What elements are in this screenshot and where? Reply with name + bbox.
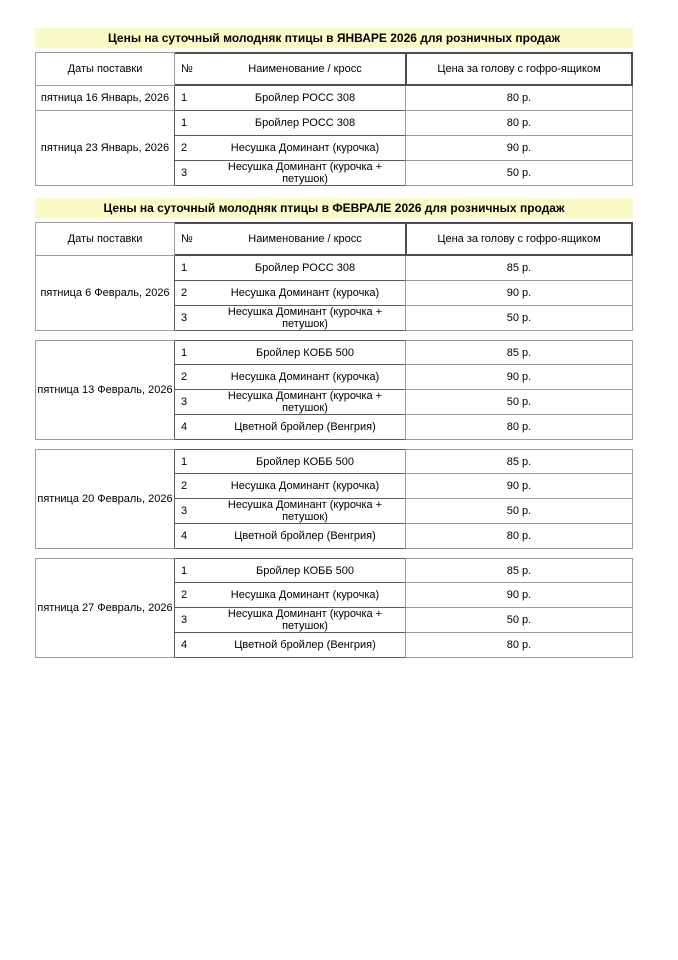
item-price: 50 р. bbox=[406, 306, 633, 331]
item-price: 90 р. bbox=[406, 365, 633, 390]
table-row bbox=[175, 86, 633, 111]
table-block bbox=[35, 222, 633, 331]
table-row bbox=[175, 136, 633, 161]
delivery-date-cell: пятница 16 Январь, 2026 bbox=[35, 86, 175, 111]
price-section bbox=[35, 198, 633, 658]
group-rows bbox=[175, 449, 633, 549]
item-name: Цветной бройлер (Венгрия) bbox=[234, 530, 376, 542]
item-number: 3 bbox=[181, 396, 188, 408]
item-number: 1 bbox=[181, 564, 188, 577]
item-cell bbox=[175, 633, 406, 658]
item-number: 2 bbox=[181, 480, 188, 492]
item-name: Несушка Доминант (курочка) bbox=[230, 371, 380, 383]
table-row bbox=[175, 474, 633, 499]
item-name: Несушка Доминант (курочка + петушок) bbox=[227, 499, 383, 523]
price-list-document bbox=[35, 28, 633, 670]
item-cell bbox=[175, 499, 406, 524]
item-price: 90 р. bbox=[406, 583, 633, 608]
table-header-row bbox=[35, 52, 633, 86]
table-row bbox=[175, 111, 633, 136]
table-block bbox=[35, 52, 633, 186]
item-number: 2 bbox=[181, 142, 188, 154]
column-header-number-and-name bbox=[175, 52, 407, 86]
item-price: 50 р. bbox=[406, 161, 633, 186]
delivery-date-group bbox=[35, 340, 633, 440]
table-row bbox=[175, 306, 633, 331]
table-row bbox=[175, 340, 633, 365]
column-header-number: № bbox=[181, 63, 193, 75]
item-cell bbox=[175, 86, 406, 111]
table-row bbox=[175, 499, 633, 524]
item-number: 4 bbox=[181, 639, 188, 651]
item-price: 80 р. bbox=[406, 415, 633, 440]
item-name: Бройлер КОББ 500 bbox=[256, 564, 354, 577]
item-cell bbox=[175, 524, 406, 549]
item-price: 50 р. bbox=[406, 499, 633, 524]
item-number: 2 bbox=[181, 371, 188, 383]
item-number: 3 bbox=[181, 312, 188, 324]
item-price: 80 р. bbox=[406, 86, 633, 111]
item-number: 4 bbox=[181, 421, 188, 433]
item-price: 85 р. bbox=[406, 340, 633, 365]
item-price: 90 р. bbox=[406, 281, 633, 306]
item-cell bbox=[175, 449, 406, 474]
item-name: Несушка Доминант (курочка + петушок) bbox=[227, 306, 383, 330]
delivery-date-cell: пятница 27 Февраль, 2026 bbox=[35, 558, 175, 658]
delivery-date-cell: пятница 6 Февраль, 2026 bbox=[35, 256, 175, 331]
column-header-name: Наименование / кросс bbox=[248, 233, 362, 245]
item-cell bbox=[175, 558, 406, 583]
table-header-row bbox=[35, 222, 633, 256]
delivery-date-cell: пятница 13 Февраль, 2026 bbox=[35, 340, 175, 440]
item-price: 80 р. bbox=[406, 111, 633, 136]
item-name: Цветной бройлер (Венгрия) bbox=[234, 421, 376, 433]
table-row bbox=[175, 608, 633, 633]
table-row bbox=[175, 524, 633, 549]
item-price: 85 р. bbox=[406, 256, 633, 281]
table-block bbox=[35, 449, 633, 549]
item-number: 2 bbox=[181, 287, 188, 299]
item-price: 50 р. bbox=[406, 608, 633, 633]
table-block bbox=[35, 340, 633, 440]
item-name: Несушка Доминант (курочка + петушок) bbox=[227, 161, 383, 185]
group-rows bbox=[175, 256, 633, 331]
item-name: Несушка Доминант (курочка) bbox=[230, 142, 380, 154]
table-row bbox=[175, 281, 633, 306]
item-price: 80 р. bbox=[406, 633, 633, 658]
table-row bbox=[175, 558, 633, 583]
item-number: 4 bbox=[181, 530, 188, 542]
item-cell bbox=[175, 340, 406, 365]
delivery-date-group bbox=[35, 558, 633, 658]
item-name: Несушка Доминант (курочка + петушок) bbox=[227, 608, 383, 632]
item-cell bbox=[175, 474, 406, 499]
item-price: 85 р. bbox=[406, 449, 633, 474]
table-row bbox=[175, 365, 633, 390]
item-number: 1 bbox=[181, 262, 188, 274]
item-cell bbox=[175, 415, 406, 440]
group-rows bbox=[175, 558, 633, 658]
item-name: Несушка Доминант (курочка) bbox=[230, 480, 380, 492]
delivery-date-cell: пятница 23 Январь, 2026 bbox=[35, 111, 175, 186]
section-title: Цены на суточный молодняк птицы в ЯНВАРЕ 2026 для розничных продаж bbox=[35, 28, 633, 48]
item-name: Цветной бройлер (Венгрия) bbox=[234, 639, 376, 651]
column-header-dates: Даты поставки bbox=[35, 222, 175, 256]
item-cell bbox=[175, 306, 406, 331]
column-header-number: № bbox=[181, 233, 193, 245]
item-price: 80 р. bbox=[406, 524, 633, 549]
column-header-price: Цена за голову с гофро-ящиком bbox=[407, 222, 633, 256]
column-header-name: Наименование / кросс bbox=[248, 63, 362, 75]
item-cell bbox=[175, 608, 406, 633]
item-name: Несушка Доминант (курочка) bbox=[230, 287, 380, 299]
item-number: 3 bbox=[181, 614, 188, 626]
item-price: 90 р. bbox=[406, 136, 633, 161]
column-header-dates: Даты поставки bbox=[35, 52, 175, 86]
delivery-date-cell: пятница 20 Февраль, 2026 bbox=[35, 449, 175, 549]
item-name: Несушка Доминант (курочка + петушок) bbox=[227, 390, 383, 414]
item-number: 2 bbox=[181, 589, 188, 601]
table-block bbox=[35, 558, 633, 658]
item-name: Несушка Доминант (курочка) bbox=[230, 589, 380, 601]
item-cell bbox=[175, 583, 406, 608]
item-price: 85 р. bbox=[406, 558, 633, 583]
table-row bbox=[175, 161, 633, 186]
item-name: Бройлер РОСС 308 bbox=[254, 117, 356, 129]
item-number: 3 bbox=[181, 505, 188, 517]
item-cell bbox=[175, 136, 406, 161]
delivery-date-group bbox=[35, 256, 633, 331]
item-name: Бройлер РОСС 308 bbox=[254, 262, 356, 274]
item-number: 1 bbox=[181, 117, 188, 129]
table-row bbox=[175, 415, 633, 440]
item-number: 1 bbox=[181, 92, 188, 104]
item-cell bbox=[175, 281, 406, 306]
item-number: 3 bbox=[181, 167, 188, 179]
item-cell bbox=[175, 256, 406, 281]
section-title: Цены на суточный молодняк птицы в ФЕВРАЛЕ 2026 для розничных продаж bbox=[35, 198, 633, 218]
table-row bbox=[175, 390, 633, 415]
item-cell bbox=[175, 390, 406, 415]
table-row bbox=[175, 633, 633, 658]
table-row bbox=[175, 583, 633, 608]
group-rows bbox=[175, 86, 633, 111]
price-section bbox=[35, 28, 633, 186]
sections-container bbox=[35, 28, 633, 658]
item-name: Бройлер КОББ 500 bbox=[256, 346, 354, 359]
item-name: Бройлер РОСС 308 bbox=[254, 92, 356, 104]
item-number: 1 bbox=[181, 455, 188, 468]
item-cell bbox=[175, 365, 406, 390]
item-cell bbox=[175, 111, 406, 136]
table-row bbox=[175, 256, 633, 281]
group-rows bbox=[175, 111, 633, 186]
item-number: 1 bbox=[181, 346, 188, 359]
item-price: 50 р. bbox=[406, 390, 633, 415]
column-header-number-and-name bbox=[175, 222, 407, 256]
item-name: Бройлер КОББ 500 bbox=[256, 455, 354, 468]
table-row bbox=[175, 449, 633, 474]
item-price: 90 р. bbox=[406, 474, 633, 499]
delivery-date-group bbox=[35, 86, 633, 111]
column-header-price: Цена за голову с гофро-ящиком bbox=[407, 52, 633, 86]
delivery-date-group bbox=[35, 111, 633, 186]
delivery-date-group bbox=[35, 449, 633, 549]
item-cell bbox=[175, 161, 406, 186]
group-rows bbox=[175, 340, 633, 440]
